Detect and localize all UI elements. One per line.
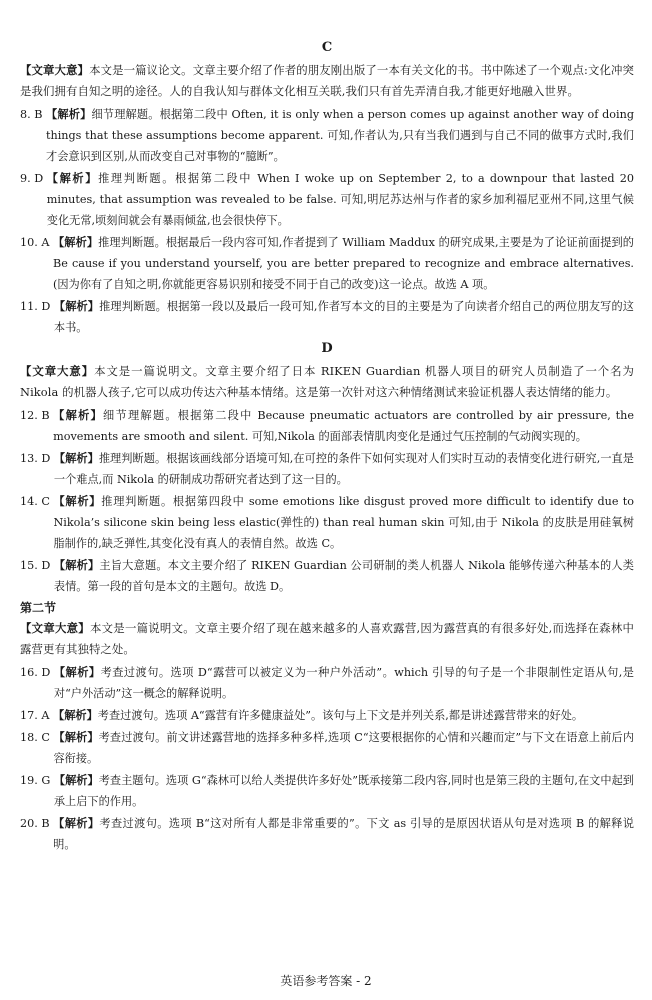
analysis-text: 细节理解题。根据第二段中 Because pneumatic actuators are controlled by air pressure, the movements are smooth and silent. 可知,Nikola 的面部表情肌肉变化是通过气压控制的气动阀实现的。: [53, 409, 634, 443]
analysis-tag: 【解析】: [46, 171, 99, 185]
analysis-tag: 【解析】: [53, 665, 101, 679]
section-d: [20, 339, 634, 597]
answer-item: [20, 104, 634, 167]
answer-number: 16. D: [20, 666, 51, 679]
answer-text: [54, 555, 634, 597]
analysis-tag: 【解析】: [53, 558, 100, 572]
article-summary: [20, 60, 634, 102]
answer-text: [54, 770, 634, 812]
answer-number: 14. C: [20, 495, 50, 508]
answer-text: [54, 662, 634, 704]
answer-number: 20. B: [20, 817, 50, 830]
answer-item: [20, 662, 634, 704]
answer-text: [54, 296, 634, 338]
answer-item: [20, 727, 634, 769]
analysis-text: 细节理解题。根据第二段中 Often, it is only when a person comes up against another way of doing things that these assumptions become apparent. 可知,作者认为,只有当我们遇到与自己不同的做事方式时,我们才会意识到区别,从而改变自己对事物的“臆断”。: [46, 108, 634, 163]
answer-number: 10. A: [20, 236, 50, 249]
section-title: C: [321, 40, 333, 55]
analysis-tag: 【解析】: [53, 816, 100, 830]
analysis-tag: 【解析】: [53, 494, 102, 508]
section-title: 第二节: [20, 601, 57, 615]
article-summary: [20, 618, 634, 660]
analysis-text: 考查主题句。选项 G“森林可以给人类提供许多好处”既承接第二段内容,同时也是第三段的主题句,在文中起到承上启下的作用。: [53, 774, 634, 808]
analysis-tag: 【解析】: [53, 451, 99, 465]
answer-item: [20, 168, 634, 231]
analysis-tag: 【解析】: [53, 730, 99, 744]
analysis-text: 推理判断题。根据该画线部分语境可知,在可控的条件下如何实现对人们实时互动的表情变化进行研究,一直是一个难点,而 Nikola 的研制成功帮研究者达到了这一目的。: [53, 452, 634, 486]
section-c: [20, 38, 634, 338]
analysis-text: 考查过渡句。选项 D“露营可以被定义为一种户外活动”。which 引导的句子是一个非限制性定语从句,是对“户外活动”这一概念的解释说明。: [53, 666, 634, 700]
analysis-tag: 【解析】: [53, 708, 98, 722]
analysis-text: 推理判断题。根据第二段中 When I woke up on September 2, to a downpour that lasted 20 minutes, that assumption was revealed to be false. 可知,明尼苏达州与作者的家乡加利福尼亚州不同,这里气候变化无常,顷刻间就会有暴雨倾盆,也会很快停下。: [46, 172, 634, 227]
summary-text: 本文是一篇议论文。文章主要介绍了作者的朋友刚出版了一本有关文化的书。书中陈述了一个观点:文化冲突是我们拥有自知之明的途径。人的自我认知与群体文化相互关联,我们只有首先弄清自我,才能更好地融入世界。: [20, 63, 635, 98]
answer-text: [53, 727, 634, 769]
summary-text: 本文是一篇说明文。文章主要介绍了现在越来越多的人喜欢露营,因为露营真的有很多好处,而选择在森林中露营更有其独特之处。: [20, 621, 634, 656]
answer-item: [20, 705, 634, 726]
answer-item: [20, 405, 634, 447]
summary-text: 本文是一篇说明文。文章主要介绍了日本 RIKEN Guardian 机器人项目的研究人员制造了一个名为 Nikola 的机器人孩子,它可以成功传达六种基本情绪。这是第一次针对这六种情绪测试来验证机器人表达情绪的能力。: [20, 364, 634, 399]
article-summary: [20, 361, 634, 403]
answer-number: 12. B: [20, 409, 50, 422]
answer-item: [20, 813, 634, 855]
answer-text: [53, 813, 634, 855]
answer-item: [20, 770, 634, 812]
section-part-two: [20, 598, 634, 855]
analysis-text: 推理判断题。根据第四段中 some emotions like disgust proved more difficult to identify due to Nikola’s silicone skin being less elastic(弹性的) than real human skin 可知,由于 Nikola 的皮肤是用硅氧树脂制作的,缺乏弹性,其变化没有真人的表情自然。故选 C。: [53, 495, 634, 550]
answer-item: [20, 448, 634, 490]
answer-item: [20, 491, 634, 554]
answer-text: [53, 491, 634, 554]
analysis-text: 推理判断题。根据第一段以及最后一段可知,作者写本文的目的主要是为了向读者介绍自己的两位朋友写的这本书。: [53, 300, 634, 334]
answer-text: [53, 705, 634, 726]
answer-text: [54, 448, 634, 490]
analysis-text: 推理判断题。根据最后一段内容可知,作者提到了 William Maddux 的研究成果,主要是为了论证前面提到的 Be cause if you understand yourself, you are better prepared to recognize and embrace alternatives. (因为你有了自知之明,你就能更容易识别和接受不同于自己的改变)这一论点。故选 A 项。: [53, 236, 634, 291]
answer-number: 19. G: [20, 774, 51, 787]
section-title: D: [321, 341, 333, 356]
analysis-tag: 【解析】: [53, 235, 99, 249]
analysis-tag: 【解析】: [46, 107, 92, 121]
analysis-text: 主旨大意题。本文主要介绍了 RIKEN Guardian 公司研制的类人机器人 Nikola 能够传递六种基本的人类表情。第一段的首句是本文的主题句。故选 D。: [53, 559, 634, 593]
page-footer: 英语参考答案 - 2: [280, 974, 372, 988]
analysis-text: 考查过渡句。选项 B“这对所有人都是非常重要的”。下文 as 引导的是原因状语从句是对选项 B 的解释说明。: [53, 817, 634, 851]
answer-item: [20, 232, 634, 295]
answer-number: 17. A: [20, 709, 50, 722]
answer-number: 13. D: [20, 452, 51, 465]
answer-text: [53, 405, 634, 447]
answer-number: 11. D: [20, 300, 51, 313]
summary-tag: 【文章大意】: [20, 621, 90, 635]
answer-text: [53, 232, 634, 295]
answer-text: [47, 168, 634, 231]
answer-item: [20, 555, 634, 597]
analysis-tag: 【解析】: [53, 408, 104, 422]
analysis-tag: 【解析】: [53, 773, 99, 787]
summary-tag: 【文章大意】: [20, 364, 95, 378]
answer-number: 8. B: [20, 108, 43, 121]
analysis-tag: 【解析】: [53, 299, 100, 313]
summary-tag: 【文章大意】: [20, 63, 90, 77]
answer-item: [20, 296, 634, 338]
answer-text: [46, 104, 634, 167]
answer-number: 9. D: [20, 172, 44, 185]
answer-number: 18. C: [20, 731, 50, 744]
analysis-text: 考查过渡句。选项 A“露营有许多健康益处”。该句与上下文是并列关系,都是讲述露营带来的好处。: [97, 709, 584, 722]
answer-number: 15. D: [20, 559, 51, 572]
analysis-text: 考查过渡句。前文讲述露营地的选择多种多样,选项 C“这要根据你的心情和兴趣而定”与下文在语意上前后内容衔接。: [53, 731, 634, 765]
